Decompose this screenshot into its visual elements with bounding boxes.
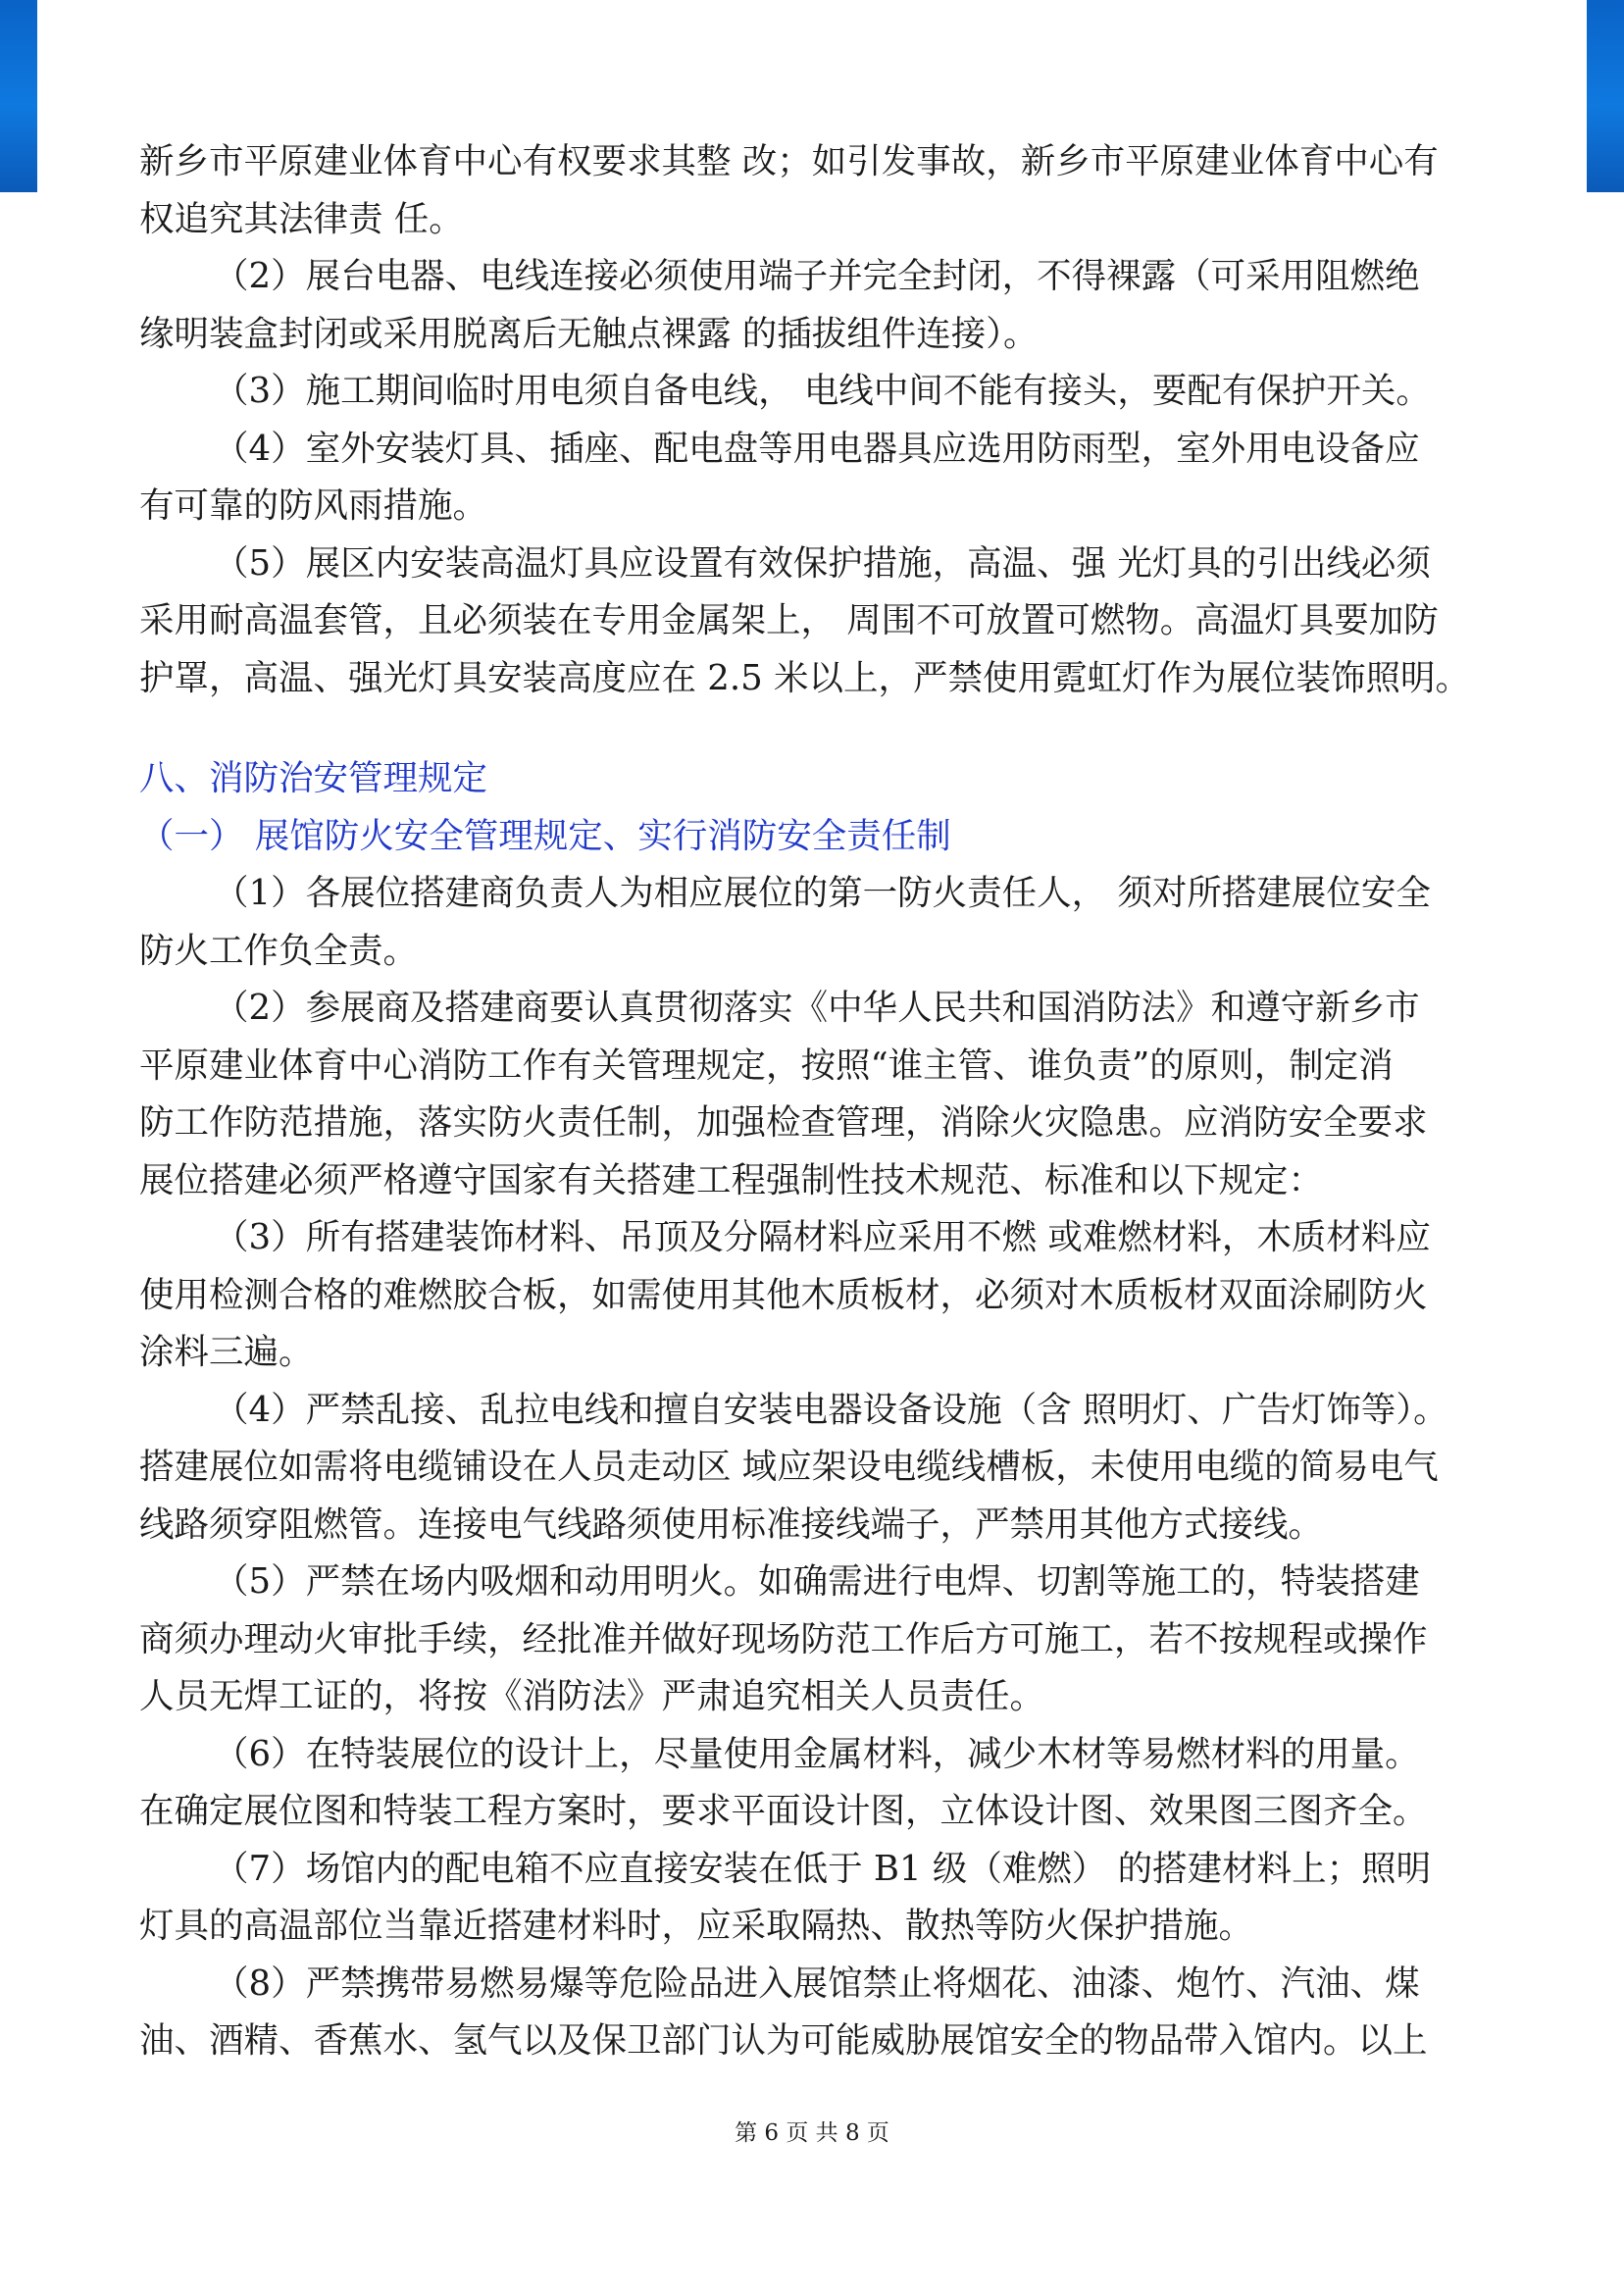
text-line: （5）严禁在场内吸烟和动用明火。如确需进行电焊、切割等施工的，特装搭建 xyxy=(214,1561,1420,1602)
text-line: 使用检测合格的难燃胶合板，如需使用其他木质板材，必须对木质板材双面涂刷防火 xyxy=(139,1274,1428,1315)
text-line: 平原建业体育中心消防工作有关管理规定，按照“谁主管、谁负责”的原则，制定消 xyxy=(139,1045,1394,1086)
text-line: 线路须穿阻燃管。连接电气线路须使用标准接线端子，严禁用其他方式接线。 xyxy=(139,1504,1324,1545)
text-line: （3）所有搭建装饰材料、吊顶及分隔材料应采用不燃 或难燃材料，木质材料应 xyxy=(214,1217,1431,1257)
text-line: 在确定展位图和特装工程方案时，要求平面设计图，立体设计图、效果图三图齐全。 xyxy=(139,1791,1428,1831)
text-line: （4）严禁乱接、乱拉电线和擅自安装电器设备设施（含 照明灯、广告灯饰等）。 xyxy=(214,1389,1448,1430)
text-line: （3）施工期间临时用电须自备电线， 电线中间不能有接头，要配有保护开关。 xyxy=(214,371,1431,411)
corner-accent-left xyxy=(0,0,37,192)
text-line: （6）在特装展位的设计上，尽量使用金属材料，减少木材等易燃材料的用量。 xyxy=(214,1733,1420,1774)
text-line: 新乡市平原建业体育中心有权要求其整 改；如引发事故，新乡市平原建业体育中心有 xyxy=(139,141,1439,181)
text-line: 缘明装盒封闭或采用脱离后无触点裸露 的插拔组件连接）。 xyxy=(139,313,1039,354)
text-line: 人员无焊工证的，将按《消防法》严肃追究相关人员责任。 xyxy=(139,1676,1045,1716)
section-heading: 八、消防治安管理规定 xyxy=(139,758,488,798)
text-line: 搭建展位如需将电缆铺设在人员走动区 域应架设电缆线槽板，未使用电缆的简易电气 xyxy=(139,1447,1439,1487)
text-line: 商须办理动火审批手续，经批准并做好现场防范工作后方可施工，若不按规程或操作 xyxy=(139,1618,1428,1659)
text-line: （4）室外安装灯具、插座、配电盘等用电器具应选用防雨型，室外用电设备应 xyxy=(214,428,1420,469)
text-line: 有可靠的防风雨措施。 xyxy=(139,485,488,526)
text-line: 护罩，高温、强光灯具安装高度应在 2.5 米以上，严禁使用霓虹灯作为展位装饰照明。 xyxy=(139,657,1471,698)
section-gap xyxy=(139,707,1493,750)
text-line: 油、酒精、香蕉水、氢气以及保卫部门认为可能威胁展馆安全的物品带入馆内。以上 xyxy=(139,2020,1428,2061)
page-number-footer: 第 6 页 共 8 页 xyxy=(735,2120,889,2146)
document-body xyxy=(139,133,1493,2070)
text-line: （5）展区内安装高温灯具应设置有效保护措施，高温、强 光灯具的引出线必须 xyxy=(214,542,1431,584)
text-line: 涂料三遍。 xyxy=(139,1332,314,1372)
text-line: 权追究其法律责 任。 xyxy=(139,198,464,239)
text-line: （8）严禁携带易燃易爆等危险品进入展馆禁止将烟花、油漆、炮竹、汽油、煤 xyxy=(214,1963,1420,2004)
text-line: 防工作防范措施，落实防火责任制，加强检查管理，消除火灾隐患。应消防安全要求 xyxy=(139,1102,1428,1143)
text-line: （2）参展商及搭建商要认真贯彻落实《中华人民共和国消防法》和遵守新乡市 xyxy=(214,988,1420,1028)
text-line: （7）场馆内的配电箱不应直接安装在低于 B1 级（难燃） 的搭建材料上；照明 xyxy=(214,1848,1432,1889)
text-line: 防火工作负全责。 xyxy=(139,930,419,971)
subsection-heading: （一） 展馆防火安全管理规定、实行消防安全责任制 xyxy=(139,815,951,856)
corner-accent-right xyxy=(1587,0,1624,192)
text-line: 展位搭建必须严格遵守国家有关搭建工程强制性技术规范、标准和以下规定： xyxy=(139,1159,1324,1200)
text-line: 采用耐高温套管，且必须装在专用金属架上， 周围不可放置可燃物。高温灯具要加防 xyxy=(139,600,1439,640)
text-line: （2）展台电器、电线连接必须使用端子并完全封闭，不得裸露（可采用阻燃绝 xyxy=(214,256,1420,296)
text-line: （1）各展位搭建商负责人为相应展位的第一防火责任人， 须对所搭建展位安全 xyxy=(214,873,1431,913)
text-line: 灯具的高温部位当靠近搭建材料时，应采取隔热、散热等防火保护措施。 xyxy=(139,1906,1254,1946)
